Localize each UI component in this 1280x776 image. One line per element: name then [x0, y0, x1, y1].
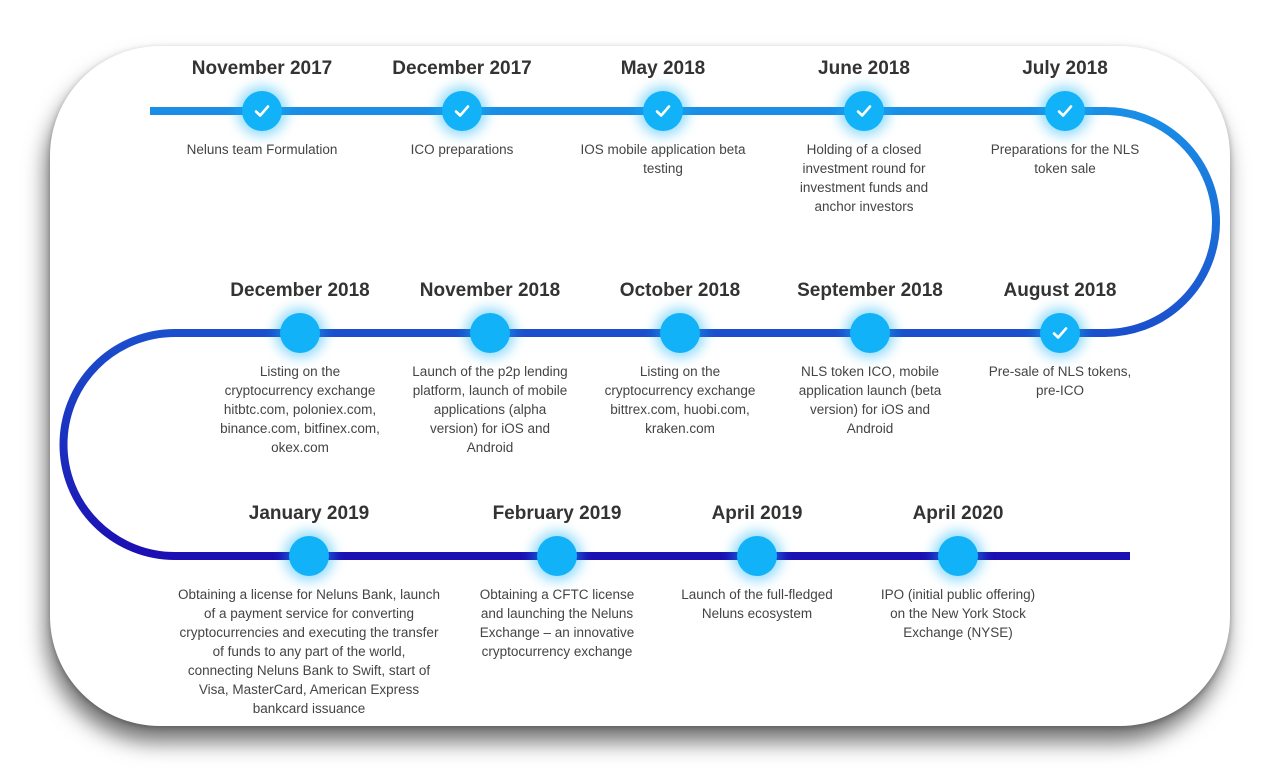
description-line: cryptocurrency exchange: [224, 383, 376, 398]
description-line: Android: [846, 421, 894, 436]
checkmark-icon: [855, 102, 873, 120]
milestone-description: [152, 140, 372, 159]
description-line: bittrex.com, huobi.com,: [610, 402, 750, 417]
description-line: investment round for: [802, 161, 926, 176]
milestone-date: June 2018: [818, 58, 910, 79]
milestone-dot: [280, 313, 320, 353]
milestone-date: April 2019: [711, 503, 803, 524]
description-line: Exchange (NYSE): [903, 625, 1013, 640]
description-line: testing: [643, 161, 683, 176]
description-line: Obtaining a license for Neluns Bank, launch: [178, 587, 440, 602]
description-line: bankcard issuance: [252, 701, 366, 716]
description-line: on the New York Stock: [890, 606, 1026, 621]
milestone-date: December 2017: [392, 58, 532, 79]
milestone-dot: [537, 536, 577, 576]
checkmark-icon: [654, 102, 672, 120]
description-line: NLS token ICO, mobile: [800, 364, 940, 379]
milestone-description: [190, 362, 410, 457]
milestone-dot-completed: [1045, 91, 1085, 131]
description-line: pre-ICO: [1035, 383, 1084, 398]
description-line: cryptocurrencies and executing the transfer: [179, 625, 439, 640]
milestone-date: February 2019: [492, 503, 622, 524]
description-line: anchor investors: [814, 199, 914, 214]
milestone-dot-completed: [242, 91, 282, 131]
milestone-dot-completed: [442, 91, 482, 131]
milestone-dot: [660, 313, 700, 353]
description-line: ICO preparations: [410, 142, 514, 157]
milestone-description: [380, 362, 600, 457]
checkmark-icon: [1056, 102, 1074, 120]
description-line: Pre-sale of NLS tokens,: [988, 364, 1132, 379]
milestone-date: September 2018: [797, 280, 943, 301]
milestone-description: [447, 585, 667, 661]
milestone-description: [760, 362, 980, 438]
milestone-description: [553, 140, 773, 178]
description-line: kraken.com: [645, 421, 715, 436]
milestone-description: [955, 140, 1175, 178]
milestone-description: [647, 585, 867, 623]
description-line: Listing on the: [259, 364, 341, 379]
description-line: Preparations for the NLS: [990, 142, 1140, 157]
milestone-dot-completed: [1040, 313, 1080, 353]
milestone-description: [570, 362, 790, 438]
milestone-description: [754, 140, 974, 216]
milestone-dot: [850, 313, 890, 353]
milestone-dot: [470, 313, 510, 353]
description-line: Neluns ecosystem: [701, 606, 813, 621]
description-line: Neluns team Formulation: [186, 142, 338, 157]
description-line: of a payment service for converting: [203, 606, 415, 621]
description-line: applications (alpha: [433, 402, 547, 417]
checkmark-icon: [1051, 324, 1069, 342]
milestone-date: July 2018: [1022, 58, 1108, 79]
description-line: application launch (beta: [798, 383, 942, 398]
milestone-date: April 2020: [912, 503, 1004, 524]
description-line: Listing on the: [639, 364, 721, 379]
checkmark-icon: [453, 102, 471, 120]
description-line: Exchange – an innovative: [479, 625, 635, 640]
milestone-dot: [289, 536, 329, 576]
description-line: token sale: [1034, 161, 1096, 176]
milestone-date: November 2018: [419, 280, 561, 301]
description-line: of funds to any part of the world,: [212, 644, 406, 659]
description-line: IPO (initial public offering): [880, 587, 1036, 602]
description-line: Android: [466, 440, 514, 455]
description-line: and launching the Neluns: [480, 606, 634, 621]
description-line: Holding of a closed: [806, 142, 922, 157]
description-line: version) for iOS and: [809, 402, 931, 417]
milestone-dot-completed: [844, 91, 884, 131]
milestone-date: January 2019: [248, 503, 370, 524]
description-line: cryptocurrency exchange: [604, 383, 756, 398]
description-line: okex.com: [271, 440, 329, 455]
milestone-date: October 2018: [619, 280, 741, 301]
milestone-date: August 2018: [1003, 280, 1117, 301]
description-line: Launch of the full-fledged: [681, 587, 833, 602]
milestone-dot: [938, 536, 978, 576]
checkmark-icon: [253, 102, 271, 120]
milestone-dot-completed: [643, 91, 683, 131]
milestone-description: [159, 585, 459, 718]
description-line: Visa, MasterCard, American Express: [198, 682, 420, 697]
description-line: investment funds and: [799, 180, 929, 195]
description-line: IOS mobile application beta: [580, 142, 746, 157]
description-line: binance.com, bitfinex.com,: [220, 421, 380, 436]
description-line: cryptocurrency exchange: [481, 644, 633, 659]
milestone-description: [848, 585, 1068, 642]
milestone-date: November 2017: [191, 58, 333, 79]
description-line: version) for iOS and: [429, 421, 551, 436]
description-line: Obtaining a CFTC license: [479, 587, 635, 602]
milestone-dot: [737, 536, 777, 576]
description-line: connecting Neluns Bank to Swift, start of: [187, 663, 431, 678]
description-line: hitbtc.com, poloniex.com,: [223, 402, 377, 417]
milestone-description: [352, 140, 572, 159]
milestone-date: December 2018: [230, 280, 370, 301]
description-line: Launch of the p2p lending: [412, 364, 568, 379]
milestone-date: May 2018: [620, 58, 706, 79]
description-line: platform, launch of mobile: [412, 383, 568, 398]
milestone-description: [950, 362, 1170, 400]
